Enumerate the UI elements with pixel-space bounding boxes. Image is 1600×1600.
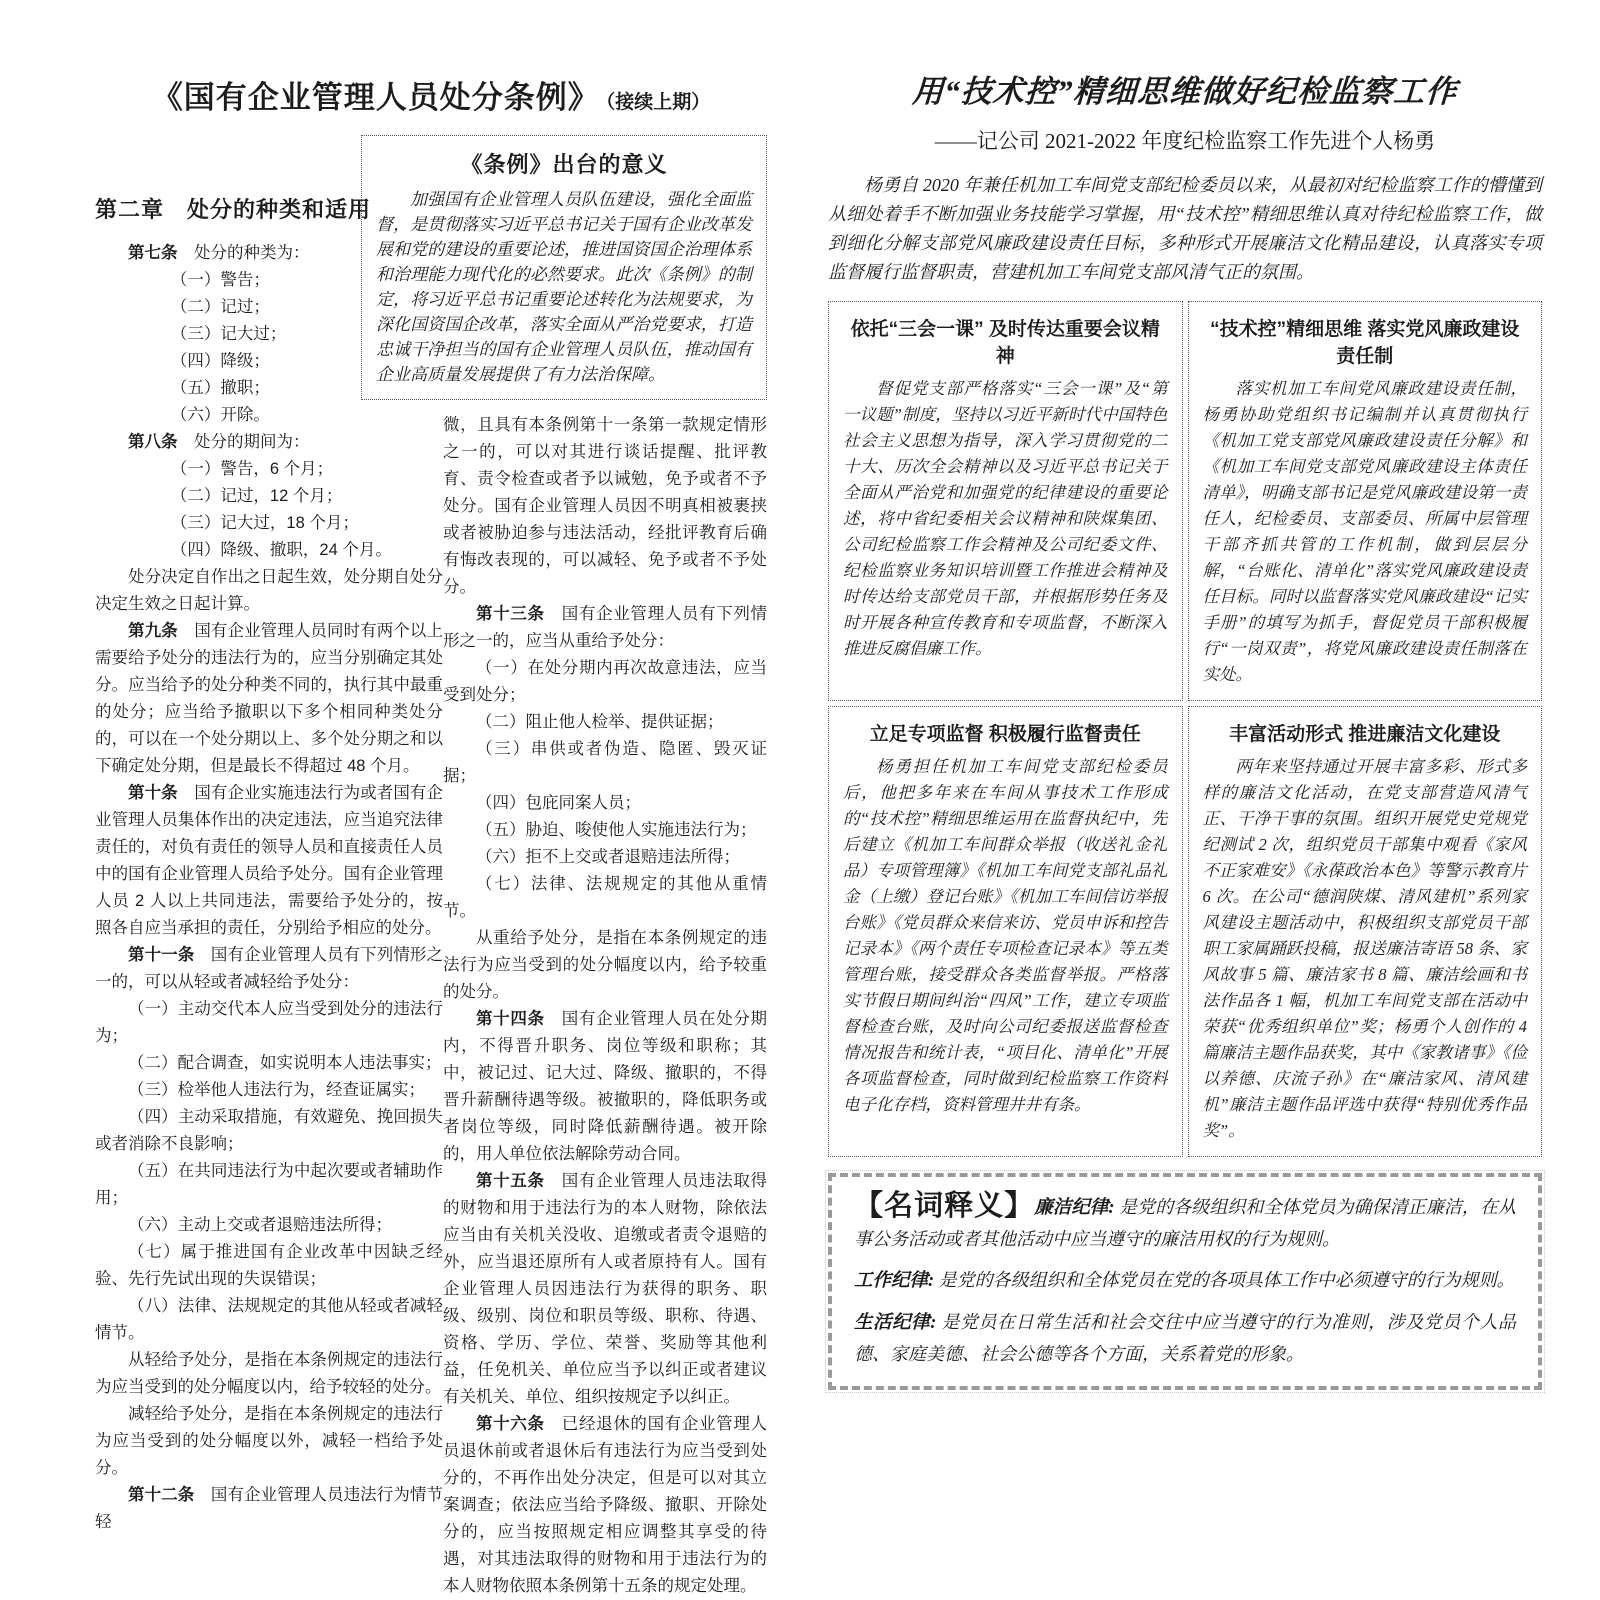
article-paragraph xyxy=(443,1411,767,1600)
paragraph-text: 处分的种类为： xyxy=(177,244,310,262)
topic-box-body: 督促党支部严格落实“三会一课”及“第一议题”制度，坚持以习近平新时代中国特色社会主义思想为指导，深入学习贯彻党的二十大、历次全会精神以及习近平总书记关于全面从严治党和加强党的纪律建设的重要论述，将中省纪委相关会议精神和陕煤集团、公司纪检监察工作会精神及公司纪委文件、纪检监察业务知识培训暨工作推进会精神及时传达给支部党员干部，并根据形势任务及时开展各种宣传教育和专项监督，不断深入推进反腐倡廉工作。 xyxy=(843,379,1168,658)
paragraph-text: （七）属于推进国有企业改革中因缺乏经验、先行先试出现的失误错误； xyxy=(95,1243,443,1288)
paragraph-text: 已经退休的国有企业管理人员退休前或者退休后有违法行为应当受到处分的，不再作出处分决定，但是可以对其立案调查；依法应当给予降级、撤职、开除处分的，应当按照规定相应调整其享受的待遇，对其违法取得的财物和用于违法行为的本人财物依照本条例第十五条的规定处理。 xyxy=(443,1415,767,1595)
meaning-box-body: 加强国有企业管理人员队伍建设，强化全面监督，是贯彻落实习近平总书记关于国有企业改革发展和党的建设的重要论述，推进国资国企治理体系和治理能力现代化的必然要求。此次《条例》的制定，将习近平总书记重要论述转化为法规要求，为深化国资国企改革，落实全面从严治党要求，打造忠诚干净担当的国有企业管理人员队伍，推动国有企业高质量发展提供了有力法治保障。 xyxy=(376,190,752,384)
article-number: 第十二条 xyxy=(128,1486,195,1504)
topic-box-title: 依托“三会一课” 及时传达重要会议精神 xyxy=(850,319,1160,367)
paragraph-text: （一）主动交代本人应当受到处分的违法行为； xyxy=(95,1000,443,1045)
paragraph xyxy=(443,844,767,871)
glossary-definition: 是党员在日常生活和社会交往中应当遵守的行为准则，涉及党员个人品德、家庭美德、社会公德等各个方面，关系着党的形象。 xyxy=(854,1312,1517,1364)
paragraph xyxy=(443,925,767,1006)
paragraph xyxy=(443,412,767,601)
article-paragraph xyxy=(95,780,443,942)
paragraph-text: （一）警告，6 个月； xyxy=(170,460,334,478)
paragraph-text: （四）包庇同案人员； xyxy=(476,794,641,812)
paragraph xyxy=(95,564,443,618)
article-number: 第十六条 xyxy=(476,1415,545,1433)
paragraph xyxy=(171,483,443,510)
paragraph-text: 国有企业管理人员同时有两个以上需要给予处分的违法行为的，应当分别确定其处分。应当给予的处分种类不同的，执行其中最重的处分；应当给予撤职以下多个相同种类处分的，可以在一个处分期以上、多个处分期之和以下确定处分期，但是最长不得超过 48 个月。 xyxy=(95,622,443,775)
paragraph-text: 国有企业管理人员违法行为情节轻 xyxy=(95,1486,444,1531)
paragraph xyxy=(171,537,443,564)
paragraph-text: （四）降级、撤职，24 个月。 xyxy=(170,541,392,559)
glossary-entry xyxy=(854,1307,1516,1370)
left-page-title xyxy=(95,72,767,117)
article-number: 第十条 xyxy=(128,784,178,802)
paragraph-text: （七）法律、法规规定的其他从重情节。 xyxy=(443,875,767,920)
paragraph xyxy=(443,736,767,790)
right-page xyxy=(828,66,1542,1390)
glossary-entry xyxy=(854,1191,1516,1255)
topic-box-responsibility xyxy=(1188,301,1543,701)
paragraph xyxy=(443,871,767,925)
topic-box-body: 两年来坚持通过开展丰富多彩、形式多样的廉洁文化活动，在党支部营造风清气正、干净干事的氛围。组织开展党史党规党纪测试 2 次，组织党员干部集中观看《家风不正家难安》《永葆政治本色》等警示教育片 6 次。在公司“德润陕煤、清风建机”系列家风建设主题活动中，积极组织支部党员干部职工家属踊跃投稿，报送廉洁寄语 58 条、家风故事 5 篇、廉洁家书 8 篇、廉洁绘画和书法作品各 1 幅，机加工车间党支部在活动中荣获“优秀组织单位”奖；杨勇个人创作的 4 篇廉洁主题作品获奖，其中《家教诸事》《俭以养德、庆流子孙》在“廉洁家风、清风建机”廉洁主题作品评选中获得“特别优秀作品奖”。 xyxy=(1202,757,1527,1140)
paragraph-text: （一）在处分期内再次故意违法，应当受到处分； xyxy=(443,659,767,704)
paragraph-text: 国有企业管理人员违法取得的财物和用于违法行为的本人财物，除依法应当由有关机关没收、追缴或者责令退赔的外，应当退还原所有人或者原持有人。国有企业管理人员因违法行为获得的职务、职级、级别、岗位和职员等级、职称、待遇、资格、学历、学位、荣誉、奖励等其他利益，任免机关、单位应当予以纠正或者建议有关机关、单位、组织按规定予以纠正。 xyxy=(443,1172,767,1406)
article-title: 用“技术控”精细思维做好纪检监察工作 xyxy=(911,74,1459,109)
glossary-term: 生活纪律: xyxy=(854,1313,937,1333)
topic-box-title: “技术控”精细思维 落实党风廉政建设责任制 xyxy=(1210,319,1520,367)
topic-box-title: 立足专项监督 积极履行监督责任 xyxy=(869,724,1141,745)
paragraph xyxy=(95,1158,443,1212)
paragraph-text: （二）记过； xyxy=(170,298,270,316)
paragraph-text: 微，且具有本条例第十一条第一款规定情形之一的，可以对其进行谈话提醒、批评教育、责令检查或者予以诫勉，免予或者不予处分。国有企业管理人员因不明真相被裹挟或者被胁迫参与违法活动，经批评教育后确有悔改表现的，可以减轻、免予或者不予处分。 xyxy=(443,416,767,596)
regulation-text-col2 xyxy=(443,412,767,1600)
paragraph xyxy=(443,817,767,844)
regulation-text-col1 xyxy=(95,240,443,1536)
paragraph xyxy=(95,1212,443,1239)
paragraph xyxy=(171,456,443,483)
paragraph-text: 国有企业管理人员有下列情形之一的，可以从轻或者减轻给予处分： xyxy=(95,946,444,991)
article-number: 第八条 xyxy=(128,433,178,451)
left-column-2 xyxy=(376,135,767,1600)
article-paragraph xyxy=(95,429,443,456)
paragraph-text: 处分的期间为： xyxy=(177,433,310,451)
paragraph-text: （六）开除。 xyxy=(170,406,270,424)
paragraph xyxy=(95,1050,443,1077)
glossary-term: 廉洁纪律: xyxy=(1034,1198,1115,1218)
paragraph-text: （三）检举他人违法行为，经查证属实； xyxy=(128,1081,425,1099)
paragraph-text: （一）警告； xyxy=(170,271,270,289)
article-paragraph xyxy=(443,1006,767,1168)
paragraph-text: （四）主动采取措施，有效避免、挽回损失或者消除不良影响； xyxy=(95,1108,443,1153)
paragraph-text: 从轻给予处分，是指在本条例规定的违法行为应当受到的处分幅度以内，给予较轻的处分。 xyxy=(95,1351,443,1396)
paragraph-text: （八）法律、法规规定的其他从轻或者减轻情节。 xyxy=(95,1297,443,1342)
article-number: 第十三条 xyxy=(476,605,545,623)
glossary-term: 工作纪律: xyxy=(854,1271,935,1291)
paragraph-text: （二）记过，12 个月； xyxy=(170,487,343,505)
meaning-box xyxy=(361,135,767,400)
glossary-label: 【名词释义】 xyxy=(854,1190,1035,1222)
article-paragraph xyxy=(95,942,443,996)
paragraph-text: 国有企业实施违法行为或者国有企业管理人员集体作出的决定违法，应当追究法律责任的，对负有责任的领导人员和直接责任人员中的国有企业管理人员给予处分。国有企业管理人员 2 人以上共同违法，需要给予处分的，按照各自应当承担的责任，分别给予相应的处分。 xyxy=(95,784,443,937)
topic-box-supervision xyxy=(828,706,1183,1157)
topic-box-body: 落实机加工车间党风廉政建设责任制，杨勇协助党组织书记编制并认真贯彻执行《机加工党支部党风廉政建设责任分解》和《机加工车间党支部党风廉政建设主体责任清单》，明确支部书记是党风廉政建设第一责任人，纪检委员、支部委员、所属中层管理干部齐抓共管的工作机制，做到层层分解，“台账化、清单化”落实党风廉政建设责任目标。同时以监督落实党风廉政建设“记实手册”的填写为抓手，督促党员干部积极履行“一岗双责”，将党风廉政建设责任制落在实处。 xyxy=(1202,379,1527,684)
article-paragraph xyxy=(95,618,443,780)
paragraph-text: （六）拒不上交或者退赔违法所得； xyxy=(476,848,740,866)
paragraph xyxy=(443,790,767,817)
topic-box-body: 杨勇担任机加工车间党支部纪检委员后，他把多年来在车间从事技术工作形成的“技术控”精细思维运用在监督执纪中，先后建立《机加工车间群众举报（收送礼金礼品）专项管理簿》《机加工车间党支部礼品礼金（上缴）登记台账》《机加工车间信访举报台账》《党员群众来信来访、党员申诉和控告记录本》《两个责任专项检查记录本》等五类管理台账，接受群众各类监督举报。严格落实节假日期间纠治“四风”工作，建立专项监督检查台账，及时向公司纪委报送监督检查情况报告和统计表，“项目化、清单化”开展各项监督检查，同时做到纪检监察工作资料电子化存档，资料管理井井有条。 xyxy=(843,757,1168,1114)
left-page-columns xyxy=(95,135,767,1600)
regulation-title: 《国有企业管理人员处分条例》 xyxy=(151,80,600,115)
paragraph xyxy=(443,709,767,736)
topic-box-meetings xyxy=(828,301,1183,701)
paragraph-text: （五）撤职； xyxy=(170,379,270,397)
article-paragraph xyxy=(443,1168,767,1411)
chapter-heading: 第二章 处分的种类和适用 xyxy=(95,197,372,222)
glossary-box xyxy=(828,1173,1542,1390)
paragraph-text: 处分决定自作出之日起生效，处分期自处分决定生效之日起计算。 xyxy=(95,568,443,613)
paragraph xyxy=(95,1293,443,1347)
paragraph-text: 国有企业管理人员在处分期内，不得晋升职务、岗位等级和职称；其中，被记过、记大过、降级、撤职的，不得晋升薪酬待遇等级。被撤职的，降低职务或者岗位等级，同时降低薪酬待遇。被开除的，用人单位依法解除劳动合同。 xyxy=(443,1010,767,1163)
paragraph xyxy=(95,996,443,1050)
left-page xyxy=(95,72,767,1600)
article-number: 第十五条 xyxy=(476,1172,545,1190)
regulation-title-suffix: （接续上期） xyxy=(605,92,711,113)
paragraph xyxy=(171,510,443,537)
paragraph xyxy=(95,1401,443,1482)
glossary-definition: 是党的各级组织和全体党员在党的各项具体工作中必须遵守的行为规则。 xyxy=(938,1270,1515,1290)
paragraph xyxy=(95,1104,443,1158)
glossary-definition: 是党的各级组织和全体党员为确保清正廉洁，在从事公务活动或者其他活动中应当遵守的廉洁用权的行为规则。 xyxy=(854,1197,1516,1249)
paragraph-text: （四）降级； xyxy=(170,352,270,370)
article-number: 第七条 xyxy=(128,244,178,262)
paragraph-text: 国有企业管理人员有下列情形之一的，应当从重给予处分： xyxy=(443,605,767,650)
paragraph-text: （六）主动上交或者退赔违法所得； xyxy=(128,1216,392,1234)
topic-box-title: 丰富活动形式 推进廉洁文化建设 xyxy=(1229,724,1501,745)
article-paragraph xyxy=(443,601,767,655)
glossary-entry xyxy=(854,1265,1516,1297)
paragraph-text: （五）在共同违法行为中起次要或者辅助作用； xyxy=(95,1162,443,1207)
paragraph-text: （二）配合调查，如实说明本人违法事实； xyxy=(128,1054,442,1072)
paragraph xyxy=(95,1077,443,1104)
article-subtitle: ——记公司 2021-2022 年度纪检监察工作先进个人杨勇 xyxy=(934,129,1436,153)
article-number: 第十一条 xyxy=(128,946,195,964)
article-paragraph xyxy=(95,1482,443,1536)
paragraph xyxy=(95,1347,443,1401)
paragraph-text: （三）串供或者伪造、隐匿、毁灭证据； xyxy=(443,740,767,785)
paragraph-text: 从重给予处分，是指在本条例规定的违法行为应当受到的处分幅度以内，给予较重的处分。 xyxy=(443,929,767,1001)
paragraph-text: （三）记大过，18 个月； xyxy=(170,514,359,532)
topic-box-culture xyxy=(1188,706,1543,1157)
paragraph-text: （三）记大过； xyxy=(170,325,287,343)
paragraph xyxy=(443,655,767,709)
paragraph-text: （二）阻止他人检举、提供证据； xyxy=(476,713,724,731)
article-intro: 杨勇自 2020 年兼任机加工车间党支部纪检委员以来，从最初对纪检监察工作的懵懂到从细处着手不断加强业务技能学习掌握，用“技术控”精细思维认真对待纪检监察工作，做到细化分解支部党风廉政建设责任目标，多种形式开展廉洁文化精品建设，认真落实专项监督履行监督职责，营建机加工车间党支部风清气正的氛围。 xyxy=(828,175,1542,282)
paragraph-text: （五）胁迫、唆使他人实施违法行为； xyxy=(476,821,757,839)
topic-box-grid xyxy=(828,301,1542,1157)
paragraph xyxy=(95,1239,443,1293)
paragraph-text: 减轻给予处分，是指在本条例规定的违法行为应当受到的处分幅度以外，减轻一档给予处分。 xyxy=(95,1405,443,1477)
article-number: 第九条 xyxy=(128,622,178,640)
article-number: 第十四条 xyxy=(476,1010,545,1028)
paragraph xyxy=(171,402,443,429)
meaning-box-title: 《条例》出台的意义 xyxy=(460,152,668,177)
